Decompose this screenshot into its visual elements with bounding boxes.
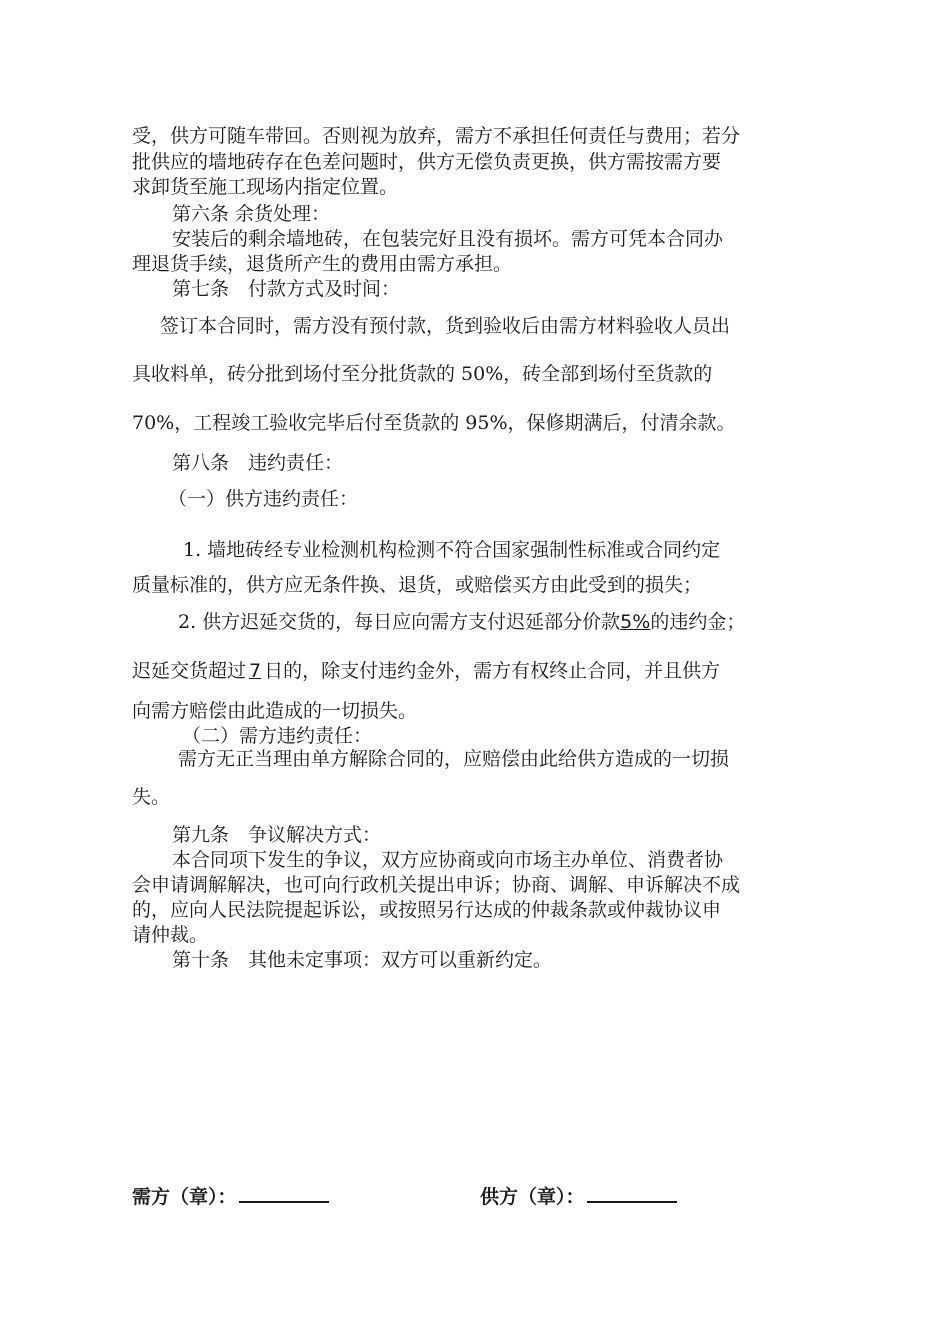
- buyer-liability-heading: （二）需方违约责任：: [182, 725, 373, 747]
- text-segment: 迟延交货超过: [132, 660, 247, 682]
- supplier-signature: [480, 1183, 677, 1210]
- text-segment: 的违约金；: [650, 611, 746, 633]
- text-line: 失。: [132, 786, 171, 808]
- text-line: 需方无正当理由单方解除合同的，应赔偿由此给供方造成的一切损: [178, 748, 730, 770]
- text-line: [178, 610, 745, 634]
- text-segment: 日的，除支付违约金外，需方有权终止合同，并且供方: [264, 660, 721, 682]
- text-line: [132, 659, 720, 683]
- text-line: 求卸货至施工现场内指定位置。: [132, 176, 399, 198]
- supplier-signature-blank: [587, 1183, 677, 1203]
- article-7-heading: 第七条 付款方式及时间：: [172, 278, 401, 300]
- supplier-liability-heading: （一）供方违约责任：: [168, 488, 359, 510]
- text-line: 具收料单，砖分批到场付至分批货款的 50%，砖全部到场付至货款的: [132, 363, 713, 385]
- text-line: 理退货手续，退货所产生的费用由需方承担。: [132, 253, 513, 275]
- delay-days: 7: [249, 660, 262, 682]
- text-segment: 2. 供方迟延交货的，每日应向需方支付迟延部分价款: [178, 611, 621, 633]
- article-8-heading: 第八条 违约责任：: [172, 452, 344, 474]
- article-10-heading: 第十条 其他未定事项：双方可以重新约定。: [172, 949, 553, 971]
- buyer-signature: [132, 1183, 329, 1210]
- text-line: 会申请调解解决，也可向行政机关提出申诉；协商、调解、申诉解决不成: [132, 874, 741, 896]
- text-line: 70%，工程竣工验收完毕后付至货款的 95%，保修期满后，付清余款。: [132, 412, 736, 434]
- text-line: 本合同项下发生的争议，双方应协商或向市场主办单位、消费者协: [172, 849, 724, 871]
- text-line: 安装后的剩余墙地砖，在包装完好且没有损坏。需方可凭本合同办: [172, 228, 724, 250]
- article-9-heading: 第九条 争议解决方式：: [172, 824, 382, 846]
- text-line: 受，供方可随车带回。否则视为放弃，需方不承担任何责任与费用；若分: [132, 125, 741, 147]
- text-line: 请仲裁。: [132, 924, 209, 946]
- text-line: 批供应的墙地砖存在色差问题时，供方无偿负责更换，供方需按需方要: [132, 151, 722, 173]
- supplier-signature-label: 供方（章）：: [480, 1186, 585, 1208]
- article-6-heading: 第六条 余货处理：: [172, 203, 331, 225]
- buyer-signature-blank: [239, 1183, 329, 1203]
- buyer-signature-label: 需方（章）：: [132, 1186, 237, 1208]
- text-line: 质量标准的，供方应无条件换、退货，或赔偿买方由此受到的损失；: [132, 574, 703, 596]
- penalty-rate: 5%: [620, 611, 651, 633]
- text-line: 的，应向人民法院提起诉讼，或按照另行达成的仲裁条款或仲裁协议申: [132, 899, 722, 921]
- text-line: 签订本合同时，需方没有预付款，货到验收后由需方材料验收人员出: [160, 315, 731, 337]
- text-line: 1. 墙地砖经专业检测机构检测不符合国家强制性标准或合同约定: [183, 539, 721, 561]
- text-line: 向需方赔偿由此造成的一切损失。: [132, 700, 418, 722]
